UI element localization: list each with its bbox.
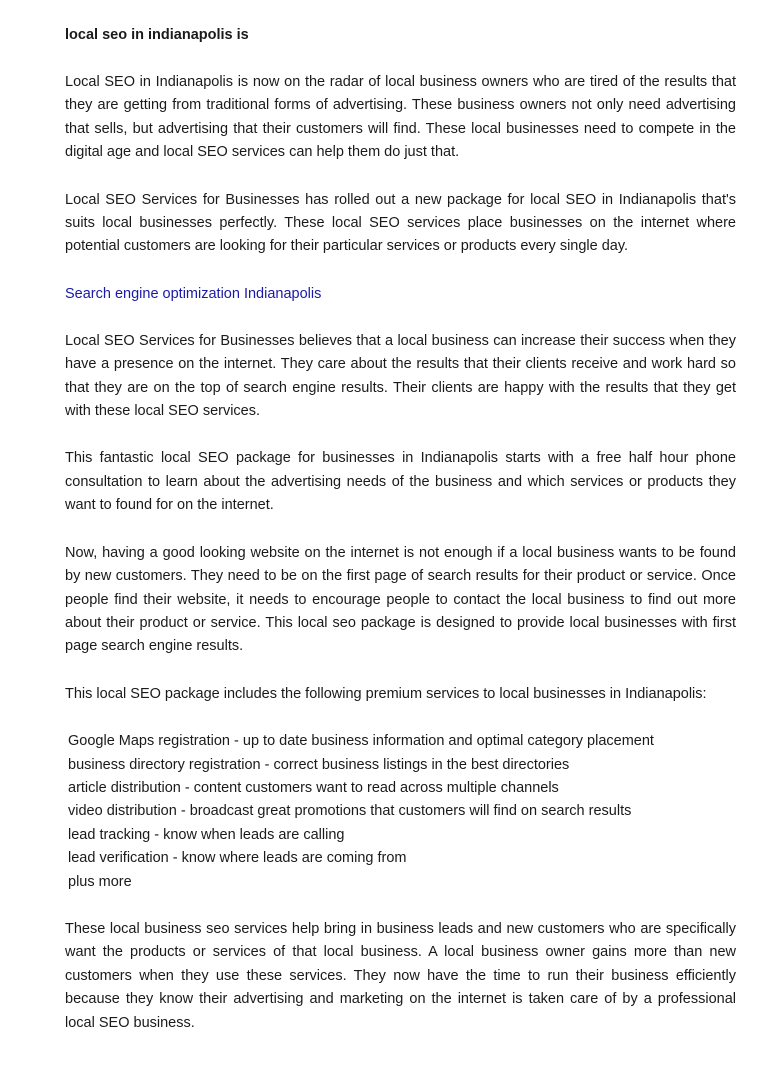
list-item: video distribution - broadcast great promotions that customers will find on search results — [68, 803, 632, 820]
list-item: lead verification - know where leads are coming from — [68, 850, 407, 867]
list-item: lead tracking - know when leads are calling — [68, 826, 345, 843]
seo-indianapolis-link[interactable]: Search engine optimization Indianapolis — [65, 285, 322, 302]
paragraph-services-intro: This local SEO package includes the following premium services to local businesses in Indianapolis: — [65, 685, 707, 702]
document-title: local seo in indianapolis is — [65, 27, 249, 43]
paragraph-website: Now, having a good looking website on the internet is not enough if a local business wants to be found by new customers. They need to be on the first page of search results for their product or service. Once people find their website, it needs to encourage people to contact the local business to find out more about their product or service. This local seo package is designed to provide local businesses with first page search engine results. — [65, 544, 736, 655]
paragraph-consultation: This fantastic local SEO package for businesses in Indianapolis starts with a free half hour phone consultation to learn about the advertising needs of the business and which services or products they want to found for on the internet. — [65, 450, 736, 514]
paragraph-package: Local SEO Services for Businesses has rolled out a new package for local SEO in Indianapolis that's suits local businesses perfectly. These local SEO services place businesses on the internet where potential customers are looking for their particular services or products every single day. — [65, 191, 736, 255]
list-item: Google Maps registration - up to date business information and optimal category placement — [68, 733, 654, 750]
list-item: business directory registration - correct business listings in the best directories — [68, 756, 570, 773]
list-item: article distribution - content customers want to read across multiple channels — [68, 779, 559, 796]
paragraph-beliefs: Local SEO Services for Businesses believes that a local business can increase their success when they have a presence on the internet. They care about the results that their clients receive and work hard so that they are on the top of search engine results. Their clients are happy with the results that they get with these local SEO services. — [65, 332, 736, 420]
document-page — [65, 24, 736, 1035]
paragraph-closing: These local business seo services help bring in business leads and new customers who are specifically want the products or services of that local business. A local business owner gains more than new customers when they use these services. They now have the time to run their business efficiently because they know their advertising and marketing on the internet is taken care of by a professional local SEO business. — [65, 920, 736, 1031]
services-list — [65, 730, 736, 894]
paragraph-intro: Local SEO in Indianapolis is now on the radar of local business owners who are tired of the results that they are getting from traditional forms of advertising. These business owners not only need advertising that sells, but advertising that their customers will find. These local businesses need to compete in the digital age and local SEO services can help them do just that. — [65, 74, 736, 161]
list-item: plus more — [68, 873, 132, 890]
